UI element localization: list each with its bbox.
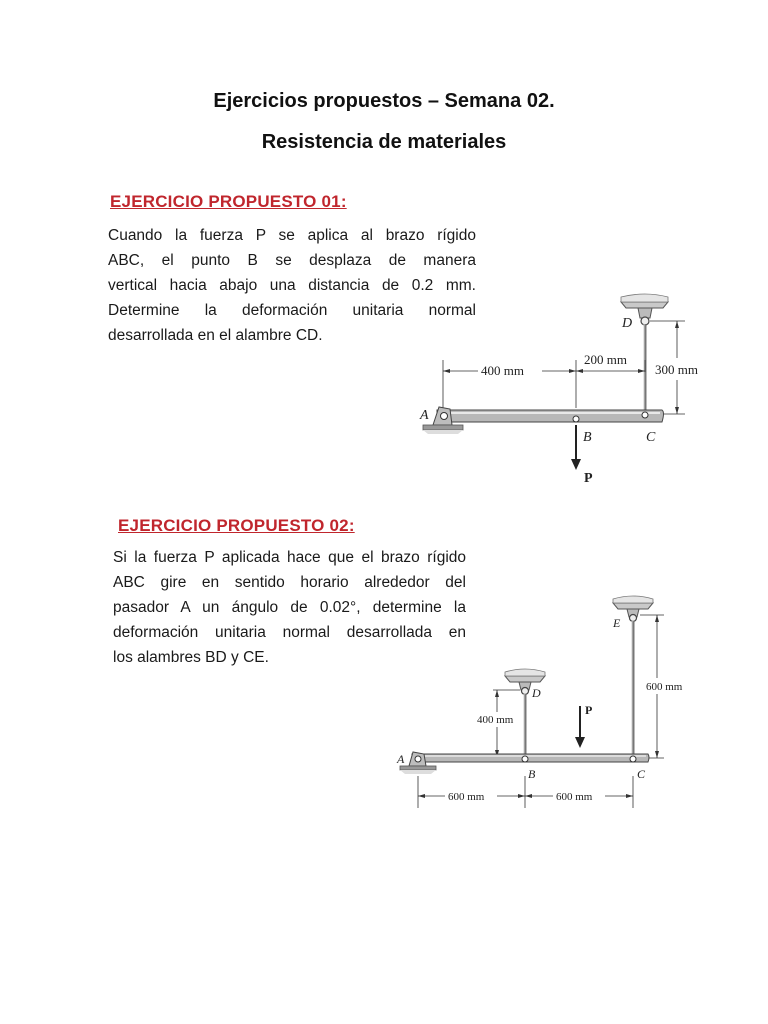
label-a: A [420,408,429,423]
exercise-1-line: desarrollada en el alambre CD. [108,327,323,344]
label-p: P [584,471,593,486]
exercise-1-heading: EJERCICIO PROPUESTO 01: [110,192,347,211]
exercise-2-line: ABC gire en sentido horario alrededor del [113,574,466,591]
exercise-2-line: pasador A un ángulo de 0.02°, determine la [113,599,466,616]
label-a: A [397,752,405,766]
exercise-1-line: vertical hacia abajo una distancia de 0.2 mm. [108,277,476,294]
dim-ab-label: 400 mm [481,363,524,378]
dim-bd-label: 400 mm [477,714,514,726]
exercise-2-heading: EJERCICIO PROPUESTO 02: [118,516,355,535]
label-e: E [613,616,621,630]
exercise-1-line: Determine la deformación unitaria normal [108,302,476,319]
page-subtitle: Resistencia de materiales [261,131,507,153]
dim-bc-label: 200 mm [584,352,627,367]
label-p: P [585,703,593,717]
exercise-2-line: Si la fuerza P aplicada hace que el brazo rígido [113,549,466,566]
label-b: B [528,767,536,781]
exercise-2-line: deformación unitaria normal desarrollada en [113,624,466,641]
force-p-arrow-icon [575,706,585,748]
rigid-arm-abc [412,754,649,762]
label-d: D [622,316,633,331]
exercise-1-line: Cuando la fuerza P se aplica al brazo rígido [108,227,476,244]
dim-cd-label: 300 mm [655,362,698,377]
dim-ce-label: 600 mm [646,681,683,693]
label-c: C [637,767,646,781]
page-title: Ejercicios propuestos – Semana 02. [213,90,555,112]
dim-ab-label: 600 mm [448,791,485,803]
exercise-2-line: los alambres BD y CE. [113,649,269,666]
label-b: B [583,430,592,445]
label-d: D [532,686,541,700]
exercise-1-line: ABC, el punto B se desplaza de manera [108,252,476,269]
dim-bc-label: 600 mm [556,791,593,803]
label-c: C [646,430,656,445]
